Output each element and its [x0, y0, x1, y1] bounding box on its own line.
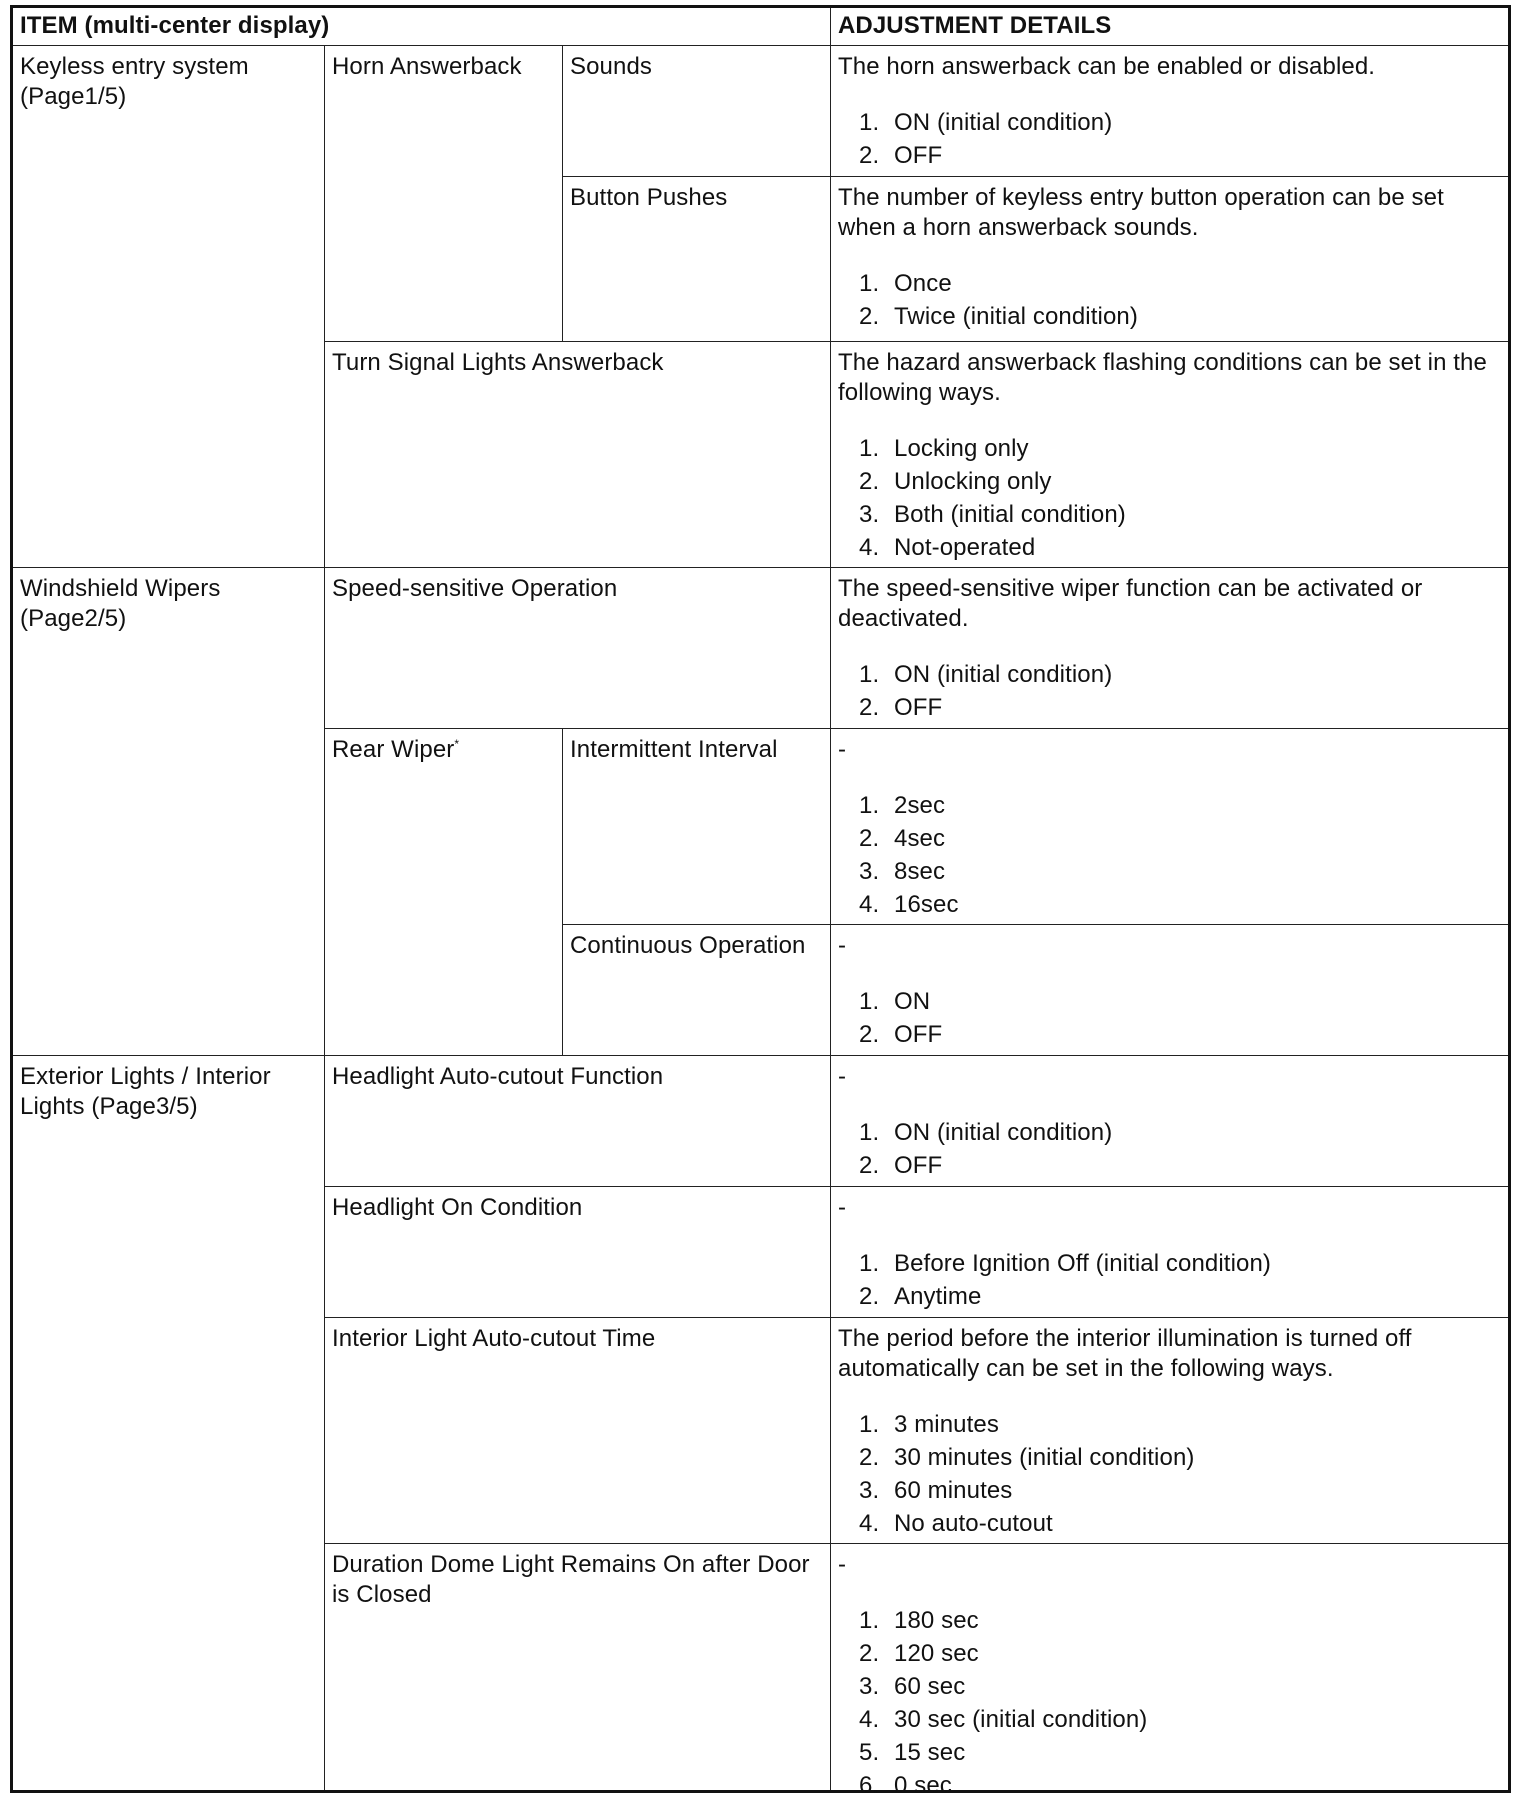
header-item: ITEM (multi-center display)	[13, 8, 831, 46]
details-description: The hazard answerback flashing conditions can be set in the following ways.	[838, 349, 1487, 406]
option-item: 2. 120 sec	[886, 1637, 1500, 1670]
subitem-speed-sensitive: Speed-sensitive Operation	[325, 568, 831, 729]
details-description: -	[838, 932, 847, 959]
footnote-mark: *	[454, 737, 460, 751]
details-intermittent-interval	[831, 729, 1508, 925]
subitem-headlight-autocutout: Headlight Auto-cutout Function	[325, 1056, 831, 1187]
details-continuous-operation	[831, 925, 1508, 1056]
details-description: -	[838, 1063, 847, 1090]
details-turn-signal	[831, 342, 1508, 568]
option-item: 5. 15 sec	[886, 1736, 1500, 1769]
option-item: 2. OFF	[886, 139, 1500, 172]
options-list	[838, 1247, 1500, 1313]
details-headlight-on-condition	[831, 1187, 1508, 1318]
header-details: ADJUSTMENT DETAILS	[831, 8, 1508, 46]
options-list	[838, 985, 1500, 1051]
option-item: 2. OFF	[886, 691, 1500, 724]
option-item: 2. Twice (initial condition)	[886, 300, 1500, 333]
subsubitem-button-pushes: Button Pushes	[563, 177, 831, 342]
subsubitem-continuous-operation: Continuous Operation	[563, 925, 831, 1056]
option-item: 1. Locking only	[886, 432, 1500, 465]
options-list	[838, 658, 1500, 724]
details-description: The number of keyless entry button operation can be set when a horn answerback sounds.	[838, 184, 1444, 241]
subsubitem-sounds: Sounds	[563, 46, 831, 177]
option-item: 1. 3 minutes	[886, 1408, 1500, 1441]
details-horn-sounds	[831, 46, 1508, 177]
subsubitem-intermittent-interval: Intermittent Interval	[563, 729, 831, 925]
option-item: 1. Once	[886, 267, 1500, 300]
details-dome-light-duration	[831, 1544, 1508, 1799]
details-description: The speed-sensitive wiper function can be activated or deactivated.	[838, 575, 1423, 632]
options-list	[838, 1116, 1500, 1182]
details-headlight-autocutout	[831, 1056, 1508, 1187]
option-item: 1. Before Ignition Off (initial condition)	[886, 1247, 1500, 1280]
option-item: 4. 16sec	[886, 888, 1500, 921]
details-description: -	[838, 736, 847, 763]
option-item: 3. 60 minutes	[886, 1474, 1500, 1507]
option-item: 6. 0 sec	[886, 1769, 1500, 1802]
option-item: 1. 2sec	[886, 789, 1500, 822]
options-list	[838, 789, 1500, 921]
subitem-horn-answerback: Horn Answerback	[325, 46, 563, 342]
option-item: 4. 30 sec (initial condition)	[886, 1703, 1500, 1736]
options-list	[838, 1604, 1500, 1802]
subitem-dome-light-duration: Duration Dome Light Remains On after Door is Closed	[325, 1544, 831, 1790]
settings-table	[10, 5, 1511, 1799]
option-item: 4. No auto-cutout	[886, 1507, 1500, 1540]
option-item: 1. ON (initial condition)	[886, 1116, 1500, 1149]
option-item: 3. 60 sec	[886, 1670, 1500, 1703]
details-description: -	[838, 1194, 847, 1221]
subitem-interior-autocutout: Interior Light Auto-cutout Time	[325, 1318, 831, 1544]
group-keyless-entry: Keyless entry system (Page1/5)	[13, 46, 325, 568]
group-lights: Exterior Lights / Interior Lights (Page3/5)	[13, 1056, 325, 1790]
option-item: 2. Anytime	[886, 1280, 1500, 1313]
subitem-rear-wiper	[325, 729, 563, 1056]
options-list	[838, 1408, 1500, 1540]
option-item: 2. OFF	[886, 1018, 1500, 1051]
options-list	[838, 267, 1500, 333]
group-windshield-wipers: Windshield Wipers (Page2/5)	[13, 568, 325, 1056]
details-button-pushes	[831, 177, 1508, 342]
subitem-turn-signal-answerback: Turn Signal Lights Answerback	[325, 342, 831, 568]
details-description: The horn answerback can be enabled or disabled.	[838, 53, 1376, 80]
option-item: 2. 4sec	[886, 822, 1500, 855]
subitem-headlight-on-condition: Headlight On Condition	[325, 1187, 831, 1318]
option-item: 3. 8sec	[886, 855, 1500, 888]
option-item: 4. Not-operated	[886, 531, 1500, 564]
options-list	[838, 432, 1500, 564]
option-item: 2. OFF	[886, 1149, 1500, 1182]
option-item: 3. Both (initial condition)	[886, 498, 1500, 531]
details-interior-autocutout	[831, 1318, 1508, 1544]
option-item: 1. 180 sec	[886, 1604, 1500, 1637]
option-item: 2. Unlocking only	[886, 465, 1500, 498]
rear-wiper-label: Rear Wiper	[332, 736, 455, 763]
details-description: -	[838, 1551, 847, 1578]
option-item: 1. ON (initial condition)	[886, 658, 1500, 691]
details-speed-sensitive	[831, 568, 1508, 729]
option-item: 1. ON (initial condition)	[886, 106, 1500, 139]
options-list	[838, 106, 1500, 172]
option-item: 1. ON	[886, 985, 1500, 1018]
option-item: 2. 30 minutes (initial condition)	[886, 1441, 1500, 1474]
details-description: The period before the interior illumination is turned off automatically can be set in the following ways.	[838, 1325, 1412, 1382]
